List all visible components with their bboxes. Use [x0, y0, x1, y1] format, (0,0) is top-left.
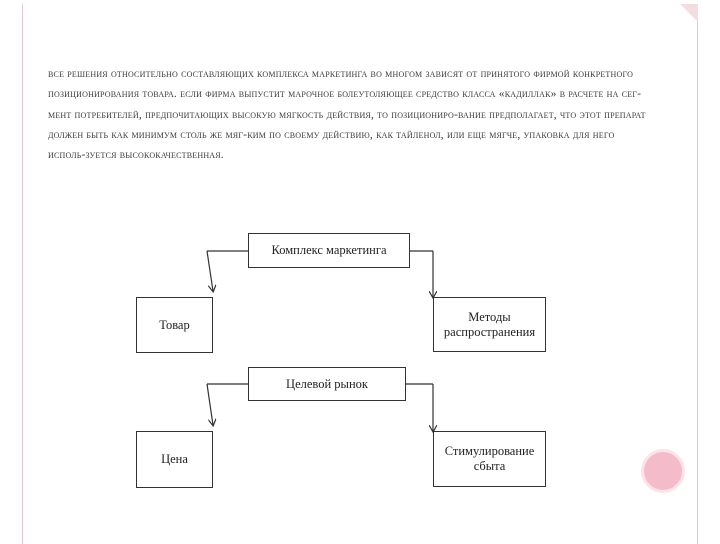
- body-paragraph: все решения относительно составляющих комплекса маркетинга во многом зависят от принятого фирмой конкретного позиционирования товара. если фирма выпустит марочное болеутоляющее средство класса «кадиллак» в расчете на сег-мент потребителей, предпочитающих высокую мягкость действия, то позициониро-вание предполагает, что этот препарат должен быть как минимум столь же мяг-ким по своему действию, как тайленол, или еще мягче, упаковка для него исполь-зуется высококачественная.: [48, 67, 646, 162]
- box-sales-promotion: Стимулирование сбыта: [433, 431, 546, 487]
- box-target-market: Целевой рынок: [248, 367, 406, 401]
- box-distribution: Методы распространения: [433, 297, 546, 352]
- box-price: Цена: [136, 431, 213, 488]
- accent-circle: [641, 449, 685, 493]
- box-product: Товар: [136, 297, 213, 353]
- box-marketing-mix: Комплекс маркетинга: [248, 233, 410, 268]
